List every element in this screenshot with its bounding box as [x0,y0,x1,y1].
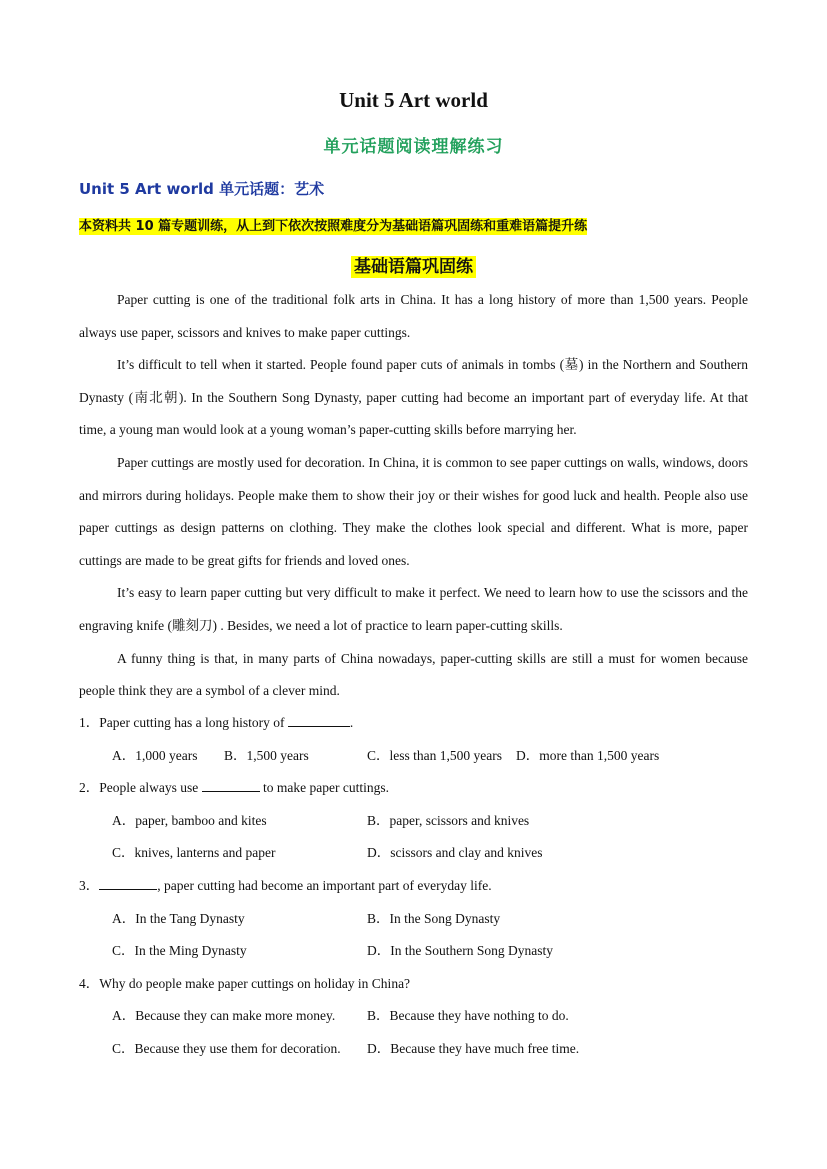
option-d[interactable]: D．In the Southern Song Dynasty [367,943,553,959]
option-b[interactable]: B．1,500 years [224,747,309,763]
question-1 [79,707,759,740]
options-row [79,1000,759,1033]
options-row [79,1033,759,1066]
option-a[interactable]: A．Because they can make more money. [112,1008,336,1024]
question-number: 3． [79,877,100,893]
option-b[interactable]: B．Because they have nothing to do. [367,1008,569,1024]
question-2 [79,772,759,805]
option-a[interactable]: A．paper, bamboo and kites [112,812,267,828]
passage-paragraph: Paper cuttings are mostly used for decoration. In China, it is common to see paper cuttings on walls, windows, doors and mirrors during holidays. People make them to show their joy or their wishes for good luck and health. People also use paper cuttings as design patterns on clothing. They make the clothes look special and different. What is more, paper cuttings are made to be great gifts for friends and loved ones. [79,454,748,568]
question-text: People always use [99,780,202,796]
options-row [79,740,759,773]
question-text: to make paper cuttings. [259,780,389,796]
options-row [79,903,759,936]
passage-paragraph: A funny thing is that, in many parts of China nowadays, paper-cutting skills are still a must for women because people think they are a symbol of a clever mind. [79,650,748,699]
question-text: , paper cutting had become an important part of everyday life. [157,877,492,893]
option-c[interactable]: C．less than 1,500 years [367,747,502,763]
reading-passage [79,284,748,708]
option-b[interactable]: B．paper, scissors and knives [367,812,530,828]
option-a[interactable]: A．In the Tang Dynasty [112,910,245,926]
question-text: . [349,715,354,730]
question-number: 4． [79,975,100,991]
option-c[interactable]: C．knives, lanterns and paper [112,845,276,861]
page-title: Unit 5 Art world [339,88,488,112]
material-notice [79,215,587,234]
question-3 [79,870,759,903]
question-number: 2． [79,780,100,796]
answer-blank[interactable] [202,777,260,792]
question-4 [79,968,759,1001]
option-a[interactable]: A．1,000 years [112,747,198,763]
question-text: Why do people make paper cuttings on holiday in China? [99,975,411,991]
passage-paragraph: It’s easy to learn paper cutting but very difficult to make it perfect. We need to learn how to use the scissors and the engraving knife (雕刻刀) . Besides, we need a lot of practice to learn paper-cutting skills. [79,585,748,633]
question-text: Paper cutting has a long history of [99,715,288,730]
question-number: 1． [79,715,100,730]
question-list [79,707,759,1066]
options-row [79,805,759,838]
option-c[interactable]: C．In the Ming Dynasty [112,943,247,959]
option-b[interactable]: B．In the Song Dynasty [367,910,501,926]
answer-blank[interactable] [99,875,157,890]
options-row [79,837,759,870]
passage-paragraph: It’s difficult to tell when it started. People found paper cuts of animals in tombs (墓) in the Northern and Southern Dynasty (南北朝). In the Southern Song Dynasty, paper cutting had become an important part of everyday life. At that time, a young man would look at a young woman’s paper-cutting skills before marrying her. [79,357,748,438]
section-highlight: 基础语篇巩固练 [351,256,476,278]
option-d[interactable]: D．Because they have much free time. [367,1040,580,1056]
options-row [79,935,759,968]
option-c[interactable]: C．Because they use them for decoration. [112,1040,341,1056]
page-subtitle: 单元话题阅读理解练习 [323,137,504,157]
answer-blank[interactable] [288,712,350,727]
notice-highlight: 本资料共 10 篇专题训练，从上到下依次按照难度分为基础语篇巩固练和重难语篇提升练 [79,219,588,234]
unit-topic: Unit 5 Art world 单元话题：艺术 [79,180,325,198]
passage-paragraph: Paper cutting is one of the traditional folk arts in China. It has a long history of more than 1,500 years. People always use paper, scissors and knives to make paper cuttings. [79,292,748,340]
option-d[interactable]: D．more than 1,500 years [516,747,660,763]
section-heading [0,252,827,277]
option-d[interactable]: D．scissors and clay and knives [367,845,543,861]
